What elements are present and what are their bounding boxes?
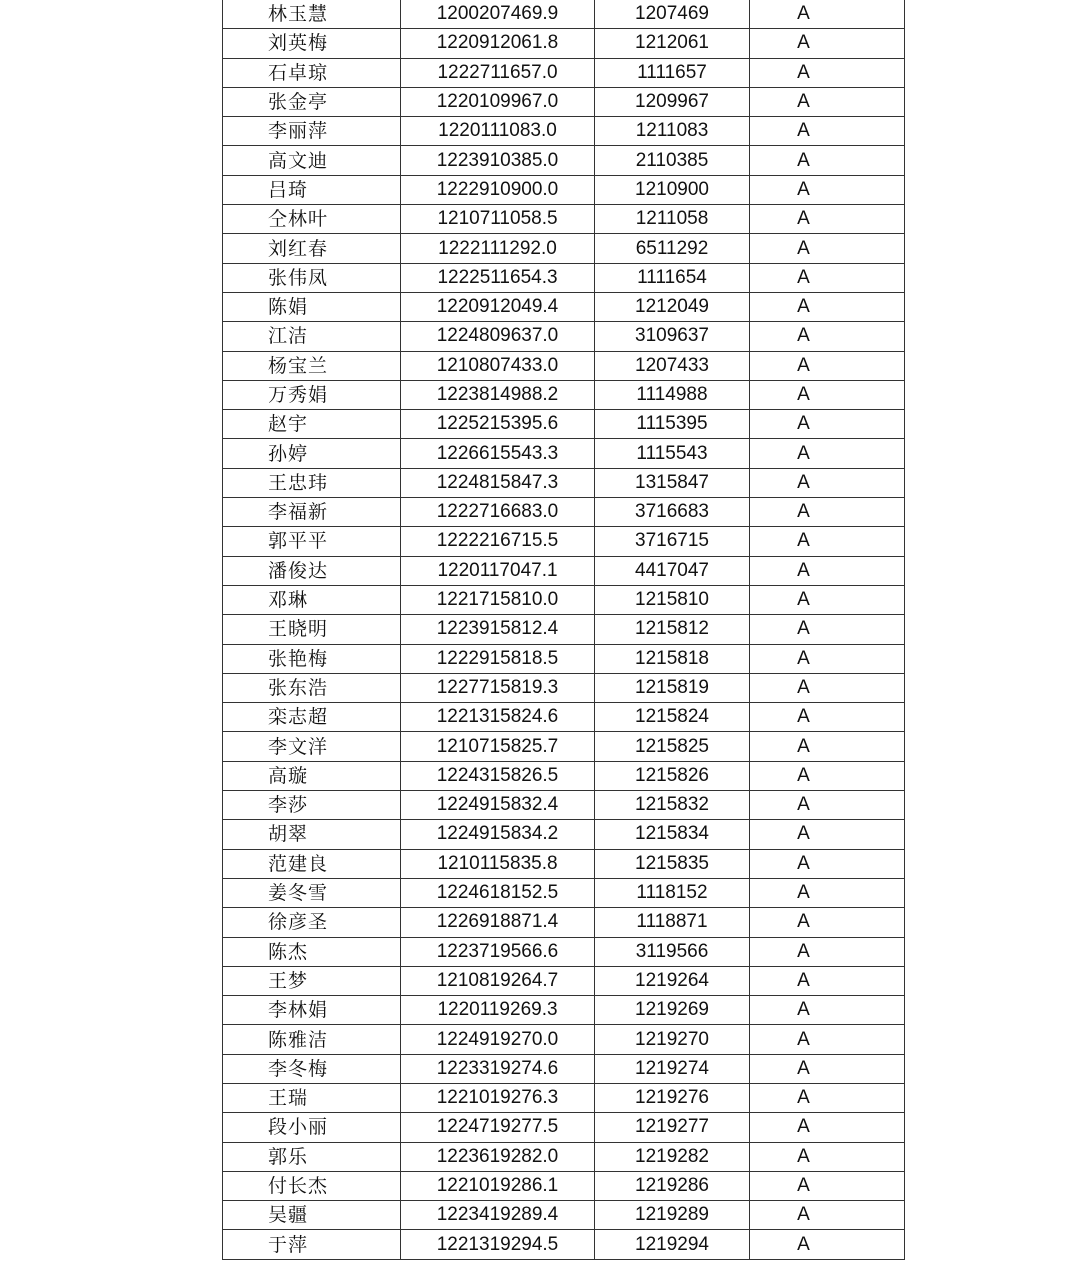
- grade-cell: A: [750, 322, 905, 351]
- person-name-cell: 栾志超: [223, 703, 401, 732]
- grade-cell: A: [750, 615, 905, 644]
- table-row: [223, 937, 905, 966]
- table-row: [223, 585, 905, 614]
- person-name-cell: 潘俊达: [223, 556, 401, 585]
- code-cell: 1118871: [595, 908, 750, 937]
- table-row: [223, 878, 905, 907]
- code-cell: 1114988: [595, 380, 750, 409]
- code-cell: 1215824: [595, 703, 750, 732]
- code-cell: 1219289: [595, 1201, 750, 1230]
- person-name-cell: 张东浩: [223, 673, 401, 702]
- grade-cell: A: [750, 117, 905, 146]
- person-name-cell: 王瑞: [223, 1083, 401, 1112]
- table-row: [223, 175, 905, 204]
- person-name-cell: 刘英梅: [223, 29, 401, 58]
- code-cell: 1207433: [595, 351, 750, 380]
- grade-cell: A: [750, 29, 905, 58]
- id-number-cell: 1222716683.0: [401, 498, 595, 527]
- table-row: [223, 1142, 905, 1171]
- code-cell: 1211058: [595, 205, 750, 234]
- person-name-cell: 王晓明: [223, 615, 401, 644]
- code-cell: 3109637: [595, 322, 750, 351]
- code-cell: 3716715: [595, 527, 750, 556]
- table-row: [223, 1230, 905, 1259]
- person-name-cell: 石卓琼: [223, 58, 401, 87]
- grade-cell: A: [750, 849, 905, 878]
- table-row: [223, 1025, 905, 1054]
- id-number-cell: 1210711058.5: [401, 205, 595, 234]
- person-name-cell: 王忠玮: [223, 468, 401, 497]
- code-cell: 1212061: [595, 29, 750, 58]
- table-row: [223, 820, 905, 849]
- grade-cell: A: [750, 996, 905, 1025]
- code-cell: 1118152: [595, 878, 750, 907]
- code-cell: 1215825: [595, 732, 750, 761]
- grade-cell: A: [750, 263, 905, 292]
- table-row: [223, 615, 905, 644]
- id-number-cell: 1210807433.0: [401, 351, 595, 380]
- code-cell: 1215818: [595, 644, 750, 673]
- code-cell: 1219264: [595, 966, 750, 995]
- table-row: [223, 673, 905, 702]
- grade-cell: A: [750, 234, 905, 263]
- id-number-cell: 1224919270.0: [401, 1025, 595, 1054]
- grade-cell: A: [750, 58, 905, 87]
- person-name-cell: 郭乐: [223, 1142, 401, 1171]
- id-number-cell: 1220912049.4: [401, 292, 595, 321]
- code-cell: 1219276: [595, 1083, 750, 1112]
- results-table-body: [223, 0, 905, 1259]
- code-cell: 6511292: [595, 234, 750, 263]
- code-cell: 1215810: [595, 585, 750, 614]
- person-name-cell: 胡翠: [223, 820, 401, 849]
- id-number-cell: 1223910385.0: [401, 146, 595, 175]
- grade-cell: A: [750, 820, 905, 849]
- id-number-cell: 1221715810.0: [401, 585, 595, 614]
- grade-cell: A: [750, 673, 905, 702]
- person-name-cell: 孙婷: [223, 439, 401, 468]
- table-row: [223, 1171, 905, 1200]
- person-name-cell: 郭平平: [223, 527, 401, 556]
- code-cell: 1212049: [595, 292, 750, 321]
- id-number-cell: 1220109967.0: [401, 87, 595, 116]
- table-row: [223, 234, 905, 263]
- table-row: [223, 117, 905, 146]
- person-name-cell: 邓琳: [223, 585, 401, 614]
- id-number-cell: 1220119269.3: [401, 996, 595, 1025]
- table-row: [223, 205, 905, 234]
- code-cell: 1219269: [595, 996, 750, 1025]
- id-number-cell: 1224618152.5: [401, 878, 595, 907]
- id-number-cell: 1227715819.3: [401, 673, 595, 702]
- table-row: [223, 527, 905, 556]
- person-name-cell: 于萍: [223, 1230, 401, 1259]
- code-cell: 1219270: [595, 1025, 750, 1054]
- table-row: [223, 351, 905, 380]
- person-name-cell: 陈杰: [223, 937, 401, 966]
- id-number-cell: 1224915832.4: [401, 791, 595, 820]
- results-table-sheet: [222, 0, 858, 1260]
- person-name-cell: 陈雅洁: [223, 1025, 401, 1054]
- person-name-cell: 李丽萍: [223, 117, 401, 146]
- grade-cell: A: [750, 292, 905, 321]
- grade-cell: A: [750, 1083, 905, 1112]
- code-cell: 1315847: [595, 468, 750, 497]
- table-row: [223, 380, 905, 409]
- code-cell: 3716683: [595, 498, 750, 527]
- person-name-cell: 段小丽: [223, 1113, 401, 1142]
- person-name-cell: 付长杰: [223, 1171, 401, 1200]
- person-name-cell: 张伟凤: [223, 263, 401, 292]
- person-name-cell: 李林娟: [223, 996, 401, 1025]
- person-name-cell: 李福新: [223, 498, 401, 527]
- grade-cell: A: [750, 644, 905, 673]
- person-name-cell: 高文迪: [223, 146, 401, 175]
- table-row: [223, 761, 905, 790]
- code-cell: 1209967: [595, 87, 750, 116]
- code-cell: 3119566: [595, 937, 750, 966]
- code-cell: 1215832: [595, 791, 750, 820]
- id-number-cell: 1221315824.6: [401, 703, 595, 732]
- id-number-cell: 1220111083.0: [401, 117, 595, 146]
- table-row: [223, 1054, 905, 1083]
- person-name-cell: 姜冬雪: [223, 878, 401, 907]
- table-row: [223, 1201, 905, 1230]
- table-row: [223, 439, 905, 468]
- person-name-cell: 杨宝兰: [223, 351, 401, 380]
- table-row: [223, 644, 905, 673]
- id-number-cell: 1221319294.5: [401, 1230, 595, 1259]
- grade-cell: A: [750, 1171, 905, 1200]
- id-number-cell: 1210715825.7: [401, 732, 595, 761]
- id-number-cell: 1224815847.3: [401, 468, 595, 497]
- id-number-cell: 1220912061.8: [401, 29, 595, 58]
- code-cell: 1210900: [595, 175, 750, 204]
- person-name-cell: 徐彦圣: [223, 908, 401, 937]
- person-name-cell: 刘红春: [223, 234, 401, 263]
- id-number-cell: 1224315826.5: [401, 761, 595, 790]
- code-cell: 2110385: [595, 146, 750, 175]
- id-number-cell: 1223814988.2: [401, 380, 595, 409]
- table-row: [223, 410, 905, 439]
- person-name-cell: 万秀娟: [223, 380, 401, 409]
- grade-cell: A: [750, 351, 905, 380]
- grade-cell: A: [750, 585, 905, 614]
- grade-cell: A: [750, 1230, 905, 1259]
- table-row: [223, 87, 905, 116]
- grade-cell: A: [750, 791, 905, 820]
- id-number-cell: 1220117047.1: [401, 556, 595, 585]
- grade-cell: A: [750, 1142, 905, 1171]
- person-name-cell: 高璇: [223, 761, 401, 790]
- grade-cell: A: [750, 908, 905, 937]
- grade-cell: A: [750, 468, 905, 497]
- grade-cell: A: [750, 498, 905, 527]
- table-row: [223, 29, 905, 58]
- person-name-cell: 范建良: [223, 849, 401, 878]
- code-cell: 1219277: [595, 1113, 750, 1142]
- table-row: [223, 468, 905, 497]
- table-row: [223, 263, 905, 292]
- table-row: [223, 0, 905, 29]
- table-row: [223, 732, 905, 761]
- id-number-cell: 1200207469.9: [401, 0, 595, 29]
- grade-cell: A: [750, 380, 905, 409]
- id-number-cell: 1223319274.6: [401, 1054, 595, 1083]
- code-cell: 1211083: [595, 117, 750, 146]
- id-number-cell: 1224719277.5: [401, 1113, 595, 1142]
- id-number-cell: 1226918871.4: [401, 908, 595, 937]
- person-name-cell: 林玉慧: [223, 0, 401, 29]
- results-table: [222, 0, 905, 1260]
- table-row: [223, 58, 905, 87]
- id-number-cell: 1224915834.2: [401, 820, 595, 849]
- person-name-cell: 李冬梅: [223, 1054, 401, 1083]
- code-cell: 1219282: [595, 1142, 750, 1171]
- id-number-cell: 1223915812.4: [401, 615, 595, 644]
- grade-cell: A: [750, 937, 905, 966]
- id-number-cell: 1210819264.7: [401, 966, 595, 995]
- grade-cell: A: [750, 556, 905, 585]
- code-cell: 1111657: [595, 58, 750, 87]
- id-number-cell: 1225215395.6: [401, 410, 595, 439]
- person-name-cell: 张金亭: [223, 87, 401, 116]
- table-row: [223, 703, 905, 732]
- grade-cell: A: [750, 1201, 905, 1230]
- grade-cell: A: [750, 1025, 905, 1054]
- id-number-cell: 1210115835.8: [401, 849, 595, 878]
- grade-cell: A: [750, 410, 905, 439]
- grade-cell: A: [750, 0, 905, 29]
- grade-cell: A: [750, 966, 905, 995]
- grade-cell: A: [750, 1054, 905, 1083]
- grade-cell: A: [750, 1113, 905, 1142]
- code-cell: 1219294: [595, 1230, 750, 1259]
- table-row: [223, 996, 905, 1025]
- table-row: [223, 322, 905, 351]
- person-name-cell: 仝林叶: [223, 205, 401, 234]
- grade-cell: A: [750, 527, 905, 556]
- person-name-cell: 李文洋: [223, 732, 401, 761]
- grade-cell: A: [750, 878, 905, 907]
- code-cell: 1215835: [595, 849, 750, 878]
- id-number-cell: 1221019286.1: [401, 1171, 595, 1200]
- id-number-cell: 1222915818.5: [401, 644, 595, 673]
- person-name-cell: 吕琦: [223, 175, 401, 204]
- grade-cell: A: [750, 205, 905, 234]
- code-cell: 1215826: [595, 761, 750, 790]
- table-row: [223, 966, 905, 995]
- code-cell: 1207469: [595, 0, 750, 29]
- code-cell: 4417047: [595, 556, 750, 585]
- code-cell: 1215812: [595, 615, 750, 644]
- id-number-cell: 1222910900.0: [401, 175, 595, 204]
- table-row: [223, 849, 905, 878]
- person-name-cell: 李莎: [223, 791, 401, 820]
- person-name-cell: 赵宇: [223, 410, 401, 439]
- grade-cell: A: [750, 87, 905, 116]
- code-cell: 1219274: [595, 1054, 750, 1083]
- person-name-cell: 江洁: [223, 322, 401, 351]
- table-row: [223, 1113, 905, 1142]
- code-cell: 1115395: [595, 410, 750, 439]
- grade-cell: A: [750, 703, 905, 732]
- code-cell: 1115543: [595, 439, 750, 468]
- table-row: [223, 292, 905, 321]
- id-number-cell: 1224809637.0: [401, 322, 595, 351]
- table-row: [223, 908, 905, 937]
- grade-cell: A: [750, 175, 905, 204]
- code-cell: 1111654: [595, 263, 750, 292]
- person-name-cell: 吴疆: [223, 1201, 401, 1230]
- grade-cell: A: [750, 761, 905, 790]
- grade-cell: A: [750, 146, 905, 175]
- id-number-cell: 1221019276.3: [401, 1083, 595, 1112]
- id-number-cell: 1222711657.0: [401, 58, 595, 87]
- id-number-cell: 1223619282.0: [401, 1142, 595, 1171]
- table-row: [223, 791, 905, 820]
- id-number-cell: 1223419289.4: [401, 1201, 595, 1230]
- grade-cell: A: [750, 439, 905, 468]
- person-name-cell: 张艳梅: [223, 644, 401, 673]
- table-row: [223, 1083, 905, 1112]
- id-number-cell: 1222511654.3: [401, 263, 595, 292]
- id-number-cell: 1222216715.5: [401, 527, 595, 556]
- id-number-cell: 1223719566.6: [401, 937, 595, 966]
- table-row: [223, 498, 905, 527]
- table-row: [223, 146, 905, 175]
- person-name-cell: 陈娟: [223, 292, 401, 321]
- table-row: [223, 556, 905, 585]
- id-number-cell: 1222111292.0: [401, 234, 595, 263]
- id-number-cell: 1226615543.3: [401, 439, 595, 468]
- code-cell: 1219286: [595, 1171, 750, 1200]
- grade-cell: A: [750, 732, 905, 761]
- code-cell: 1215834: [595, 820, 750, 849]
- person-name-cell: 王梦: [223, 966, 401, 995]
- code-cell: 1215819: [595, 673, 750, 702]
